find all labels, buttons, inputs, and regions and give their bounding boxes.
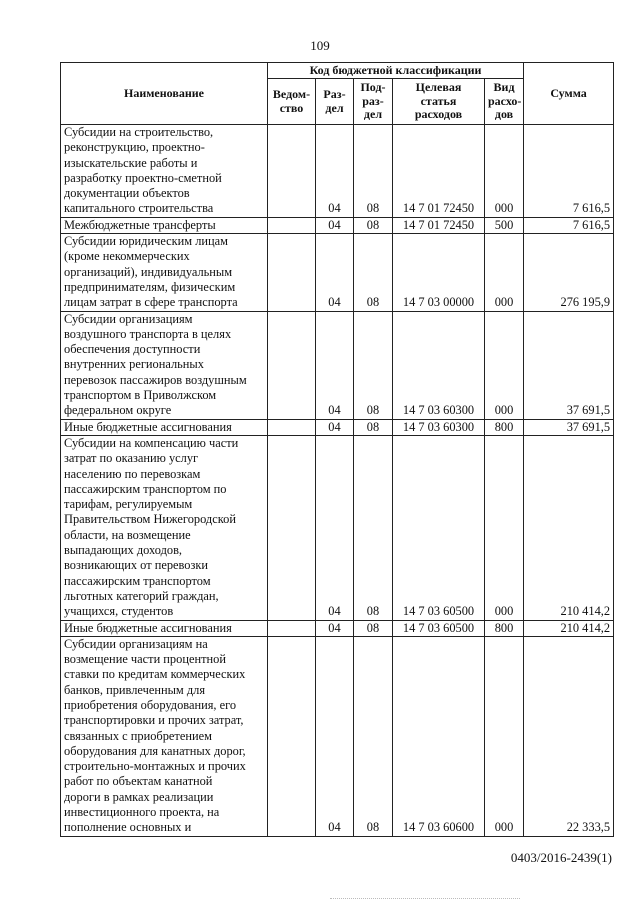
cell-name — [61, 125, 268, 218]
cell-name-line: Иные бюджетные ассигнования — [64, 419, 232, 434]
cell-target-article: 14 7 03 00000 — [393, 234, 485, 311]
cell-name-line: лицам затрат в сфере транспорта — [64, 295, 238, 310]
header-razdel-line: Раз- — [323, 87, 346, 101]
cell-name-line: выпадающих доходов, — [64, 543, 183, 558]
cell-name-line: воздушного транспорта в целях — [64, 326, 232, 341]
cell-podrazdel: 08 — [354, 311, 393, 419]
cell-name-line: изыскательские работы и — [64, 155, 198, 170]
cell-vedomstvo — [268, 234, 316, 311]
cell-name-line: капитального строительства — [64, 201, 214, 216]
cell-name-line: ставки по кредитам коммерческих — [64, 667, 246, 682]
cell-expense-type: 800 — [485, 620, 524, 636]
header-classification-group: Код бюджетной классификации — [268, 63, 524, 79]
cell-name-line: пополнение основных и — [64, 820, 192, 835]
header-razdel — [316, 79, 354, 125]
cell-sum: 7 616,5 — [524, 217, 614, 233]
header-podrazdel-line: Под- — [360, 80, 386, 95]
cell-name — [61, 311, 268, 419]
cell-name-line: банков, привлеченным для — [64, 682, 206, 697]
cell-name-line: возмещение части процентной — [64, 652, 226, 667]
cell-name-line: транспортом в Приволжском — [64, 388, 217, 403]
header-target-line: расходов — [414, 107, 463, 122]
header-target-line: Целевая — [415, 80, 462, 95]
cell-name-line: Субсидии на компенсацию части — [64, 435, 239, 450]
cell-vedomstvo — [268, 217, 316, 233]
cell-name — [61, 435, 268, 620]
header-name: Наименование — [61, 63, 268, 125]
cell-expense-type: 000 — [485, 311, 524, 419]
budget-table — [60, 62, 614, 837]
cell-name-line: тарифам, регулируемым — [64, 497, 193, 512]
table-row — [61, 234, 614, 311]
cell-name-line: перевозок пассажиров воздушным — [64, 372, 247, 387]
cell-expense-type: 000 — [485, 435, 524, 620]
cell-expense-type: 000 — [485, 234, 524, 311]
cell-target-article: 14 7 03 60300 — [393, 419, 485, 435]
cell-vedomstvo — [268, 620, 316, 636]
cell-target-article: 14 7 01 72450 — [393, 217, 485, 233]
cell-target-article: 14 7 03 60300 — [393, 311, 485, 419]
cell-sum: 276 195,9 — [524, 234, 614, 311]
table-row — [61, 311, 614, 419]
cell-sum: 7 616,5 — [524, 125, 614, 218]
cell-name-line: реконструкцию, проектно- — [64, 140, 205, 155]
header-sum: Сумма — [524, 63, 614, 125]
cell-name-line: обеспечения доступности — [64, 342, 201, 357]
cell-podrazdel: 08 — [354, 234, 393, 311]
header-target-article — [393, 79, 485, 125]
cell-vedomstvo — [268, 435, 316, 620]
table-row — [61, 217, 614, 233]
page-number: 109 — [310, 38, 330, 53]
cell-name-line: учащихся, студентов — [64, 604, 174, 619]
table-row — [61, 419, 614, 435]
cell-name-line: Иные бюджетные ассигнования — [64, 620, 232, 635]
cell-name-line: дороги в рамках реализации — [64, 789, 214, 804]
cell-vedomstvo — [268, 125, 316, 218]
cell-name-line: документации объектов — [64, 186, 190, 201]
cell-name-line: Субсидии организациям на — [64, 636, 208, 651]
cell-name — [61, 217, 268, 233]
cell-sum: 22 333,5 — [524, 636, 614, 836]
cell-name-line: пассажирским транспортом — [64, 573, 211, 588]
cell-expense-type: 800 — [485, 419, 524, 435]
header-vid-line: расхо- — [488, 93, 522, 108]
cell-name — [61, 234, 268, 311]
cell-name-line: работ по объектам канатной — [64, 774, 213, 789]
header-target-line: статья — [420, 93, 457, 108]
cell-vedomstvo — [268, 419, 316, 435]
header-podrazdel-line: раз- — [362, 93, 384, 108]
cell-name — [61, 620, 268, 636]
header-podrazdel-line: дел — [363, 107, 383, 122]
cell-name-line: льготных категорий граждан, — [64, 588, 219, 603]
cell-vedomstvo — [268, 311, 316, 419]
cell-name-line: населению по перевозкам — [64, 466, 201, 481]
scan-artifact-line — [330, 898, 520, 900]
cell-name-line: разработку проектно-сметной — [64, 170, 222, 185]
cell-sum: 37 691,5 — [524, 311, 614, 419]
cell-name-line: Субсидии организациям — [64, 311, 193, 326]
cell-name-line: предпринимателям, физическим — [64, 279, 236, 294]
header-razdel-line: дел — [325, 100, 344, 115]
table-body — [61, 125, 614, 837]
cell-name-line: строительно-монтажных и прочих — [64, 759, 246, 774]
cell-razdel: 04 — [316, 217, 354, 233]
cell-podrazdel: 08 — [354, 217, 393, 233]
cell-name-line: Субсидии юридическим лицам — [64, 234, 229, 249]
cell-name-line: связанных с приобретением — [64, 728, 212, 743]
cell-razdel: 04 — [316, 234, 354, 311]
header-expense-type — [485, 79, 524, 125]
cell-name-line: затрат по оказанию услуг — [64, 451, 199, 466]
cell-name-line: внутренних региональных — [64, 357, 204, 372]
cell-name-line: инвестиционного проекта, на — [64, 805, 220, 820]
cell-razdel: 04 — [316, 419, 354, 435]
table-row — [61, 435, 614, 620]
cell-target-article: 14 7 03 60500 — [393, 435, 485, 620]
header-vid-line: дов — [494, 107, 514, 122]
cell-name-line: организаций), индивидуальным — [64, 264, 233, 279]
cell-podrazdel: 08 — [354, 419, 393, 435]
header-vedomstvo — [268, 79, 316, 125]
cell-name-line: федеральном округе — [64, 403, 172, 418]
cell-sum: 210 414,2 — [524, 435, 614, 620]
cell-name — [61, 636, 268, 836]
header-vid-line: Вид — [493, 80, 515, 95]
cell-vedomstvo — [268, 636, 316, 836]
header-vedomstvo-line: Ведом- — [272, 87, 311, 101]
cell-podrazdel: 08 — [354, 636, 393, 836]
cell-sum: 37 691,5 — [524, 419, 614, 435]
cell-expense-type: 000 — [485, 125, 524, 218]
cell-podrazdel: 08 — [354, 620, 393, 636]
cell-name-line: возникающих от перевозки — [64, 558, 209, 573]
header-podrazdel — [354, 79, 393, 125]
cell-name-line: Правительством Нижегородской — [64, 512, 236, 527]
cell-name-line: оборудования для канатных дорог, — [64, 743, 246, 758]
cell-razdel: 04 — [316, 311, 354, 419]
cell-razdel: 04 — [316, 636, 354, 836]
document-code: 0403/2016-2439(1) — [510, 850, 612, 865]
cell-name-line: Межбюджетные трансферты — [64, 217, 216, 232]
cell-name-line: пассажирским транспортом по — [64, 481, 227, 496]
cell-razdel: 04 — [316, 620, 354, 636]
cell-name-line: Субсидии на строительство, — [64, 125, 214, 139]
cell-target-article: 14 7 03 60500 — [393, 620, 485, 636]
cell-podrazdel: 08 — [354, 435, 393, 620]
table-row — [61, 125, 614, 218]
cell-name — [61, 419, 268, 435]
cell-sum: 210 414,2 — [524, 620, 614, 636]
cell-razdel: 04 — [316, 125, 354, 218]
cell-expense-type: 500 — [485, 217, 524, 233]
cell-name-line: транспортировки и прочих затрат, — [64, 713, 244, 728]
cell-target-article: 14 7 03 60600 — [393, 636, 485, 836]
header-vedomstvo-line: ство — [279, 100, 304, 115]
cell-expense-type: 000 — [485, 636, 524, 836]
cell-name-line: (кроме некоммерческих — [64, 249, 190, 264]
table-row — [61, 636, 614, 836]
cell-razdel: 04 — [316, 435, 354, 620]
table-row — [61, 620, 614, 636]
cell-podrazdel: 08 — [354, 125, 393, 218]
cell-name-line: приобретения оборудования, его — [64, 697, 237, 712]
table-header — [61, 63, 614, 125]
cell-target-article: 14 7 01 72450 — [393, 125, 485, 218]
cell-name-line: области, на возмещение — [64, 527, 191, 542]
